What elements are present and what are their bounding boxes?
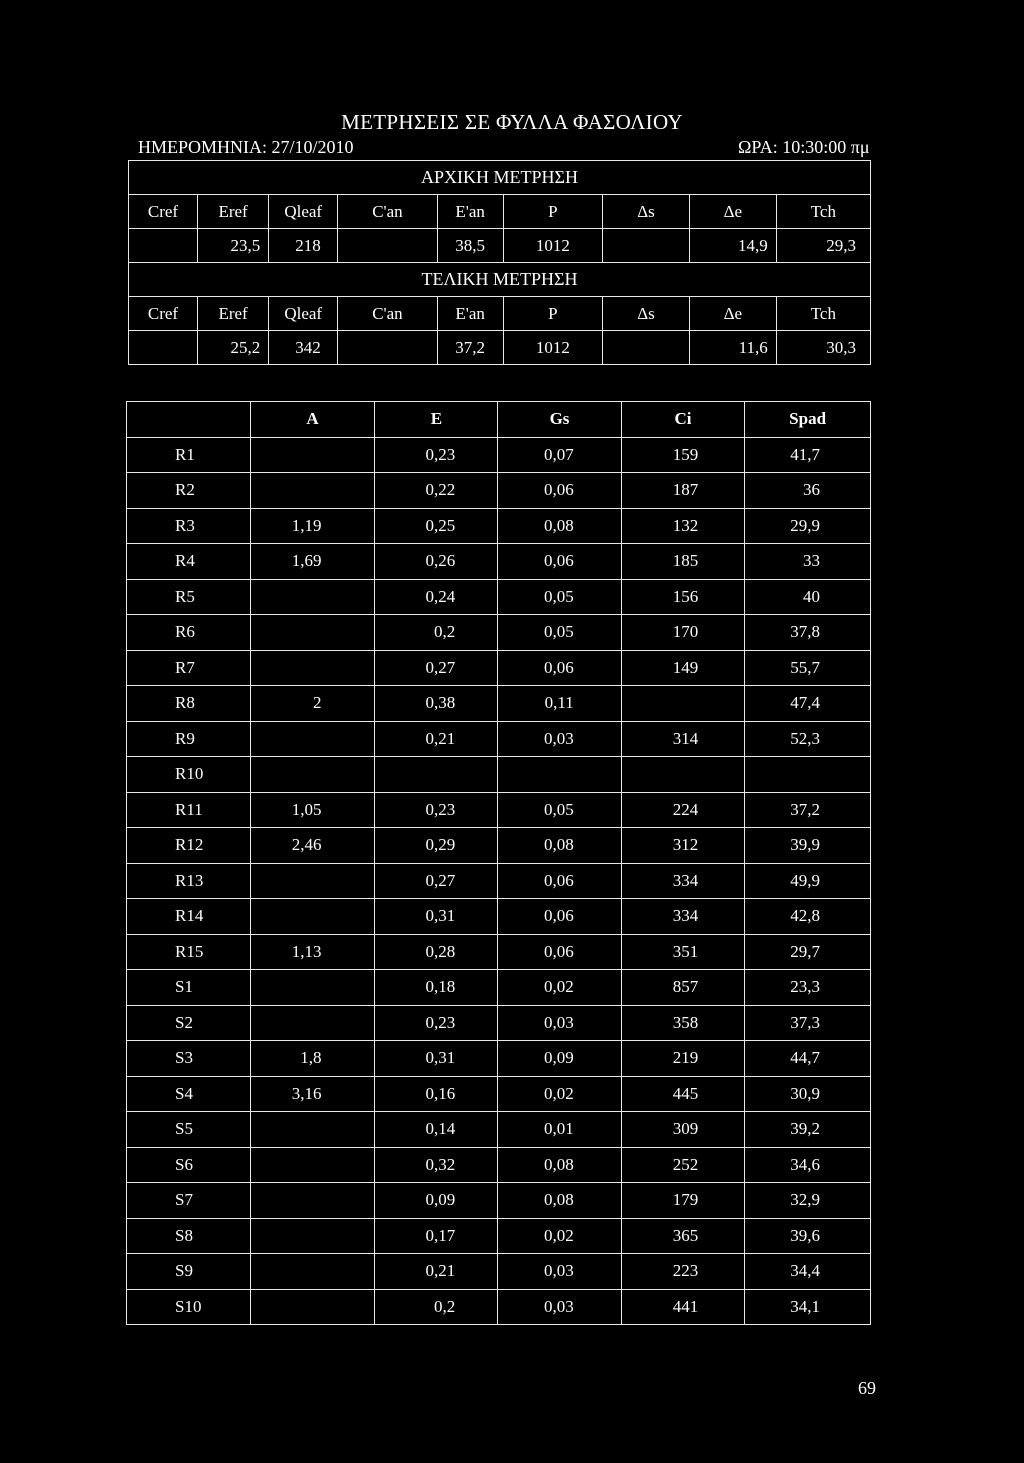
table-cell: 3,16 bbox=[250, 1076, 375, 1112]
table-cell: 34,1 bbox=[745, 1289, 871, 1325]
final-value-cell bbox=[338, 331, 437, 365]
table-row bbox=[127, 473, 871, 509]
row-label: S8 bbox=[127, 1218, 251, 1254]
table-cell: 0,05 bbox=[498, 615, 622, 651]
table-cell: 334 bbox=[621, 899, 745, 935]
table-cell: 223 bbox=[621, 1254, 745, 1290]
row-label: R14 bbox=[127, 899, 251, 935]
table-cell: 0,03 bbox=[498, 721, 622, 757]
final-value-cell bbox=[603, 331, 690, 365]
table-cell: 2,46 bbox=[250, 828, 375, 864]
final-header-cell: Δs bbox=[603, 297, 690, 331]
table-cell: 170 bbox=[621, 615, 745, 651]
table-cell: 37,8 bbox=[745, 615, 871, 651]
final-header-cell: Qleaf bbox=[269, 297, 338, 331]
table-cell: 0,31 bbox=[375, 899, 498, 935]
table-cell bbox=[621, 757, 745, 793]
table-cell bbox=[375, 757, 498, 793]
initial-value-cell bbox=[338, 229, 437, 263]
final-header-cell: P bbox=[503, 297, 602, 331]
page-number: 69 bbox=[858, 1378, 876, 1398]
table-cell: 0,03 bbox=[498, 1289, 622, 1325]
initial-header-cell: Δs bbox=[603, 195, 690, 229]
table-row bbox=[127, 650, 871, 686]
row-label: R2 bbox=[127, 473, 251, 509]
row-label: R11 bbox=[127, 792, 251, 828]
table-cell bbox=[250, 970, 375, 1006]
row-label: S2 bbox=[127, 1005, 251, 1041]
row-label: R15 bbox=[127, 934, 251, 970]
table-cell: 0,26 bbox=[375, 544, 498, 580]
table-cell bbox=[621, 686, 745, 722]
table-cell: 0,08 bbox=[498, 828, 622, 864]
final-value-cell: 342 bbox=[269, 331, 338, 365]
table-cell: 0,22 bbox=[375, 473, 498, 509]
measurements-header-cell: Ci bbox=[621, 402, 745, 438]
table-cell: 0,05 bbox=[498, 579, 622, 615]
measurements-header-cell bbox=[127, 402, 251, 438]
table-cell: 23,3 bbox=[745, 970, 871, 1006]
table-cell: 41,7 bbox=[745, 437, 871, 473]
table-row bbox=[127, 828, 871, 864]
initial-header-cell: C'an bbox=[338, 195, 437, 229]
initial-value-cell: 29,3 bbox=[776, 229, 870, 263]
initial-header-cell: Tch bbox=[776, 195, 870, 229]
table-cell: 0,08 bbox=[498, 1147, 622, 1183]
initial-value-cell: 23,5 bbox=[198, 229, 269, 263]
table-cell bbox=[250, 863, 375, 899]
measurements-header-cell: Spad bbox=[745, 402, 871, 438]
final-header-cell: Tch bbox=[776, 297, 870, 331]
measurements-table bbox=[126, 401, 871, 1325]
measurements-header-row bbox=[127, 402, 871, 438]
table-cell: 314 bbox=[621, 721, 745, 757]
table-cell: 0,03 bbox=[498, 1254, 622, 1290]
table-cell: 0,01 bbox=[498, 1112, 622, 1148]
table-cell: 1,13 bbox=[250, 934, 375, 970]
time-label: ΩΡΑ: 10:30:00 πμ bbox=[738, 137, 870, 157]
table-row bbox=[127, 1041, 871, 1077]
table-cell: 219 bbox=[621, 1041, 745, 1077]
initial-header-cell: P bbox=[503, 195, 602, 229]
row-label: S7 bbox=[127, 1183, 251, 1219]
table-cell: 857 bbox=[621, 970, 745, 1006]
table-cell: 441 bbox=[621, 1289, 745, 1325]
row-label: R6 bbox=[127, 615, 251, 651]
table-cell: 0,06 bbox=[498, 934, 622, 970]
table-cell: 0,29 bbox=[375, 828, 498, 864]
table-cell bbox=[250, 1183, 375, 1219]
measurements-header-cell: E bbox=[375, 402, 498, 438]
table-row bbox=[127, 615, 871, 651]
final-value-row bbox=[129, 331, 871, 365]
table-cell: 1,8 bbox=[250, 1041, 375, 1077]
row-label: S3 bbox=[127, 1041, 251, 1077]
final-header-cell: E'an bbox=[437, 297, 503, 331]
initial-header-cell: E'an bbox=[437, 195, 503, 229]
table-cell: 149 bbox=[621, 650, 745, 686]
table-cell: 36 bbox=[745, 473, 871, 509]
table-cell: 132 bbox=[621, 508, 745, 544]
table-row bbox=[127, 544, 871, 580]
table-cell: 0,38 bbox=[375, 686, 498, 722]
table-cell: 0,02 bbox=[498, 1218, 622, 1254]
table-row bbox=[127, 579, 871, 615]
row-label: S9 bbox=[127, 1254, 251, 1290]
final-header-cell: Δe bbox=[689, 297, 776, 331]
table-cell bbox=[250, 721, 375, 757]
table-row bbox=[127, 1112, 871, 1148]
table-cell bbox=[250, 473, 375, 509]
table-row bbox=[127, 792, 871, 828]
final-header-cell: Eref bbox=[198, 297, 269, 331]
row-label: S1 bbox=[127, 970, 251, 1006]
table-cell: 0,02 bbox=[498, 1076, 622, 1112]
date-label: ΗΜΕΡΟΜΗΝΙΑ: 27/10/2010 bbox=[138, 137, 354, 157]
table-cell: 0,27 bbox=[375, 863, 498, 899]
table-cell: 0,06 bbox=[498, 863, 622, 899]
table-row bbox=[127, 1147, 871, 1183]
table-cell: 0,16 bbox=[375, 1076, 498, 1112]
final-header-cell: Cref bbox=[129, 297, 198, 331]
table-row bbox=[127, 757, 871, 793]
initial-section-title-row bbox=[129, 161, 871, 195]
table-cell: 0,23 bbox=[375, 437, 498, 473]
table-cell: 179 bbox=[621, 1183, 745, 1219]
row-label: R12 bbox=[127, 828, 251, 864]
row-label: R13 bbox=[127, 863, 251, 899]
final-value-cell: 1012 bbox=[503, 331, 602, 365]
table-cell: 44,7 bbox=[745, 1041, 871, 1077]
row-label: S6 bbox=[127, 1147, 251, 1183]
table-cell: 0,06 bbox=[498, 650, 622, 686]
table-row bbox=[127, 1005, 871, 1041]
table-cell: 0,21 bbox=[375, 1254, 498, 1290]
table-cell: 187 bbox=[621, 473, 745, 509]
table-cell: 309 bbox=[621, 1112, 745, 1148]
table-cell: 0,11 bbox=[498, 686, 622, 722]
final-value-cell: 30,3 bbox=[776, 331, 870, 365]
row-label: R8 bbox=[127, 686, 251, 722]
table-cell: 0,09 bbox=[498, 1041, 622, 1077]
initial-section-title: ΑΡΧΙΚΗ ΜΕΤΡΗΣΗ bbox=[129, 161, 871, 195]
initial-header-cell: Cref bbox=[129, 195, 198, 229]
table-cell: 312 bbox=[621, 828, 745, 864]
table-cell: 49,9 bbox=[745, 863, 871, 899]
table-cell: 0,23 bbox=[375, 792, 498, 828]
final-section-title: ΤΕΛΙΚΗ ΜΕΤΡΗΣΗ bbox=[129, 263, 871, 297]
row-label: R10 bbox=[127, 757, 251, 793]
table-cell bbox=[250, 1218, 375, 1254]
table-cell: 34,4 bbox=[745, 1254, 871, 1290]
table-cell: 156 bbox=[621, 579, 745, 615]
table-cell: 0,18 bbox=[375, 970, 498, 1006]
table-row bbox=[127, 508, 871, 544]
conditions-table bbox=[128, 160, 871, 365]
measurements-header-cell: Gs bbox=[498, 402, 622, 438]
table-cell: 252 bbox=[621, 1147, 745, 1183]
table-cell: 0,32 bbox=[375, 1147, 498, 1183]
table-cell: 0,21 bbox=[375, 721, 498, 757]
table-cell: 445 bbox=[621, 1076, 745, 1112]
table-row bbox=[127, 970, 871, 1006]
row-label: S5 bbox=[127, 1112, 251, 1148]
table-cell: 1,05 bbox=[250, 792, 375, 828]
table-cell bbox=[250, 650, 375, 686]
table-cell: 0,08 bbox=[498, 508, 622, 544]
table-cell: 37,2 bbox=[745, 792, 871, 828]
table-cell: 0,27 bbox=[375, 650, 498, 686]
table-row bbox=[127, 863, 871, 899]
table-cell: 358 bbox=[621, 1005, 745, 1041]
table-cell: 0,07 bbox=[498, 437, 622, 473]
final-value-cell: 11,6 bbox=[689, 331, 776, 365]
table-row bbox=[127, 1183, 871, 1219]
table-cell: 2 bbox=[250, 686, 375, 722]
final-header-cell: C'an bbox=[338, 297, 437, 331]
table-row bbox=[127, 1218, 871, 1254]
row-label: R4 bbox=[127, 544, 251, 580]
table-row bbox=[127, 686, 871, 722]
measurements-header-cell: A bbox=[250, 402, 375, 438]
table-cell bbox=[250, 1112, 375, 1148]
table-cell: 0,23 bbox=[375, 1005, 498, 1041]
table-cell: 32,9 bbox=[745, 1183, 871, 1219]
table-row bbox=[127, 437, 871, 473]
table-cell: 30,9 bbox=[745, 1076, 871, 1112]
table-cell: 0,17 bbox=[375, 1218, 498, 1254]
initial-value-cell: 1012 bbox=[503, 229, 602, 263]
table-cell: 39,2 bbox=[745, 1112, 871, 1148]
row-label: S10 bbox=[127, 1289, 251, 1325]
table-cell bbox=[745, 757, 871, 793]
initial-header-cell: Δe bbox=[689, 195, 776, 229]
table-cell: 34,6 bbox=[745, 1147, 871, 1183]
table-cell: 0,31 bbox=[375, 1041, 498, 1077]
final-header-row bbox=[129, 297, 871, 331]
initial-value-cell: 14,9 bbox=[689, 229, 776, 263]
table-row bbox=[127, 1076, 871, 1112]
initial-value-cell: 38,5 bbox=[437, 229, 503, 263]
final-value-cell bbox=[129, 331, 198, 365]
table-cell: 0,02 bbox=[498, 970, 622, 1006]
table-cell: 0,25 bbox=[375, 508, 498, 544]
initial-value-cell bbox=[603, 229, 690, 263]
table-cell: 0,06 bbox=[498, 473, 622, 509]
table-cell bbox=[250, 757, 375, 793]
table-cell: 40 bbox=[745, 579, 871, 615]
table-cell: 0,24 bbox=[375, 579, 498, 615]
table-cell: 1,69 bbox=[250, 544, 375, 580]
table-cell bbox=[498, 757, 622, 793]
table-row bbox=[127, 899, 871, 935]
table-cell: 55,7 bbox=[745, 650, 871, 686]
table-cell: 0,14 bbox=[375, 1112, 498, 1148]
table-cell: 224 bbox=[621, 792, 745, 828]
table-cell: 47,4 bbox=[745, 686, 871, 722]
table-cell bbox=[250, 1005, 375, 1041]
table-cell: 39,6 bbox=[745, 1218, 871, 1254]
initial-header-cell: Eref bbox=[198, 195, 269, 229]
table-cell bbox=[250, 1289, 375, 1325]
initial-header-cell: Qleaf bbox=[269, 195, 338, 229]
table-row bbox=[127, 721, 871, 757]
page-title: ΜΕΤΡΗΣΕΙΣ ΣΕ ΦΥΛΛΑ ΦΑΣΟΛΙΟΥ bbox=[341, 110, 683, 134]
initial-value-cell bbox=[129, 229, 198, 263]
final-value-cell: 25,2 bbox=[198, 331, 269, 365]
table-cell: 52,3 bbox=[745, 721, 871, 757]
table-cell: 159 bbox=[621, 437, 745, 473]
final-value-cell: 37,2 bbox=[437, 331, 503, 365]
table-row bbox=[127, 934, 871, 970]
table-cell: 351 bbox=[621, 934, 745, 970]
table-cell bbox=[250, 437, 375, 473]
table-cell: 0,2 bbox=[375, 615, 498, 651]
table-cell: 334 bbox=[621, 863, 745, 899]
table-cell bbox=[250, 899, 375, 935]
table-cell: 29,7 bbox=[745, 934, 871, 970]
table-cell: 185 bbox=[621, 544, 745, 580]
table-cell: 1,19 bbox=[250, 508, 375, 544]
table-cell: 33 bbox=[745, 544, 871, 580]
row-label: R9 bbox=[127, 721, 251, 757]
table-row bbox=[127, 1289, 871, 1325]
initial-header-row bbox=[129, 195, 871, 229]
row-label: R3 bbox=[127, 508, 251, 544]
table-cell: 0,05 bbox=[498, 792, 622, 828]
table-cell: 0,06 bbox=[498, 899, 622, 935]
initial-value-cell: 218 bbox=[269, 229, 338, 263]
table-cell bbox=[250, 1147, 375, 1183]
table-cell: 0,28 bbox=[375, 934, 498, 970]
table-cell: 0,08 bbox=[498, 1183, 622, 1219]
table-cell: 42,8 bbox=[745, 899, 871, 935]
initial-value-row bbox=[129, 229, 871, 263]
row-label: R1 bbox=[127, 437, 251, 473]
table-cell: 0,2 bbox=[375, 1289, 498, 1325]
table-cell: 39,9 bbox=[745, 828, 871, 864]
table-cell: 365 bbox=[621, 1218, 745, 1254]
row-label: R5 bbox=[127, 579, 251, 615]
row-label: S4 bbox=[127, 1076, 251, 1112]
table-cell: 37,3 bbox=[745, 1005, 871, 1041]
table-cell: 0,09 bbox=[375, 1183, 498, 1219]
table-cell: 29,9 bbox=[745, 508, 871, 544]
final-section-title-row bbox=[129, 263, 871, 297]
table-cell: 0,06 bbox=[498, 544, 622, 580]
table-cell bbox=[250, 579, 375, 615]
table-cell bbox=[250, 615, 375, 651]
table-cell: 0,03 bbox=[498, 1005, 622, 1041]
row-label: R7 bbox=[127, 650, 251, 686]
table-row bbox=[127, 1254, 871, 1290]
table-cell bbox=[250, 1254, 375, 1290]
